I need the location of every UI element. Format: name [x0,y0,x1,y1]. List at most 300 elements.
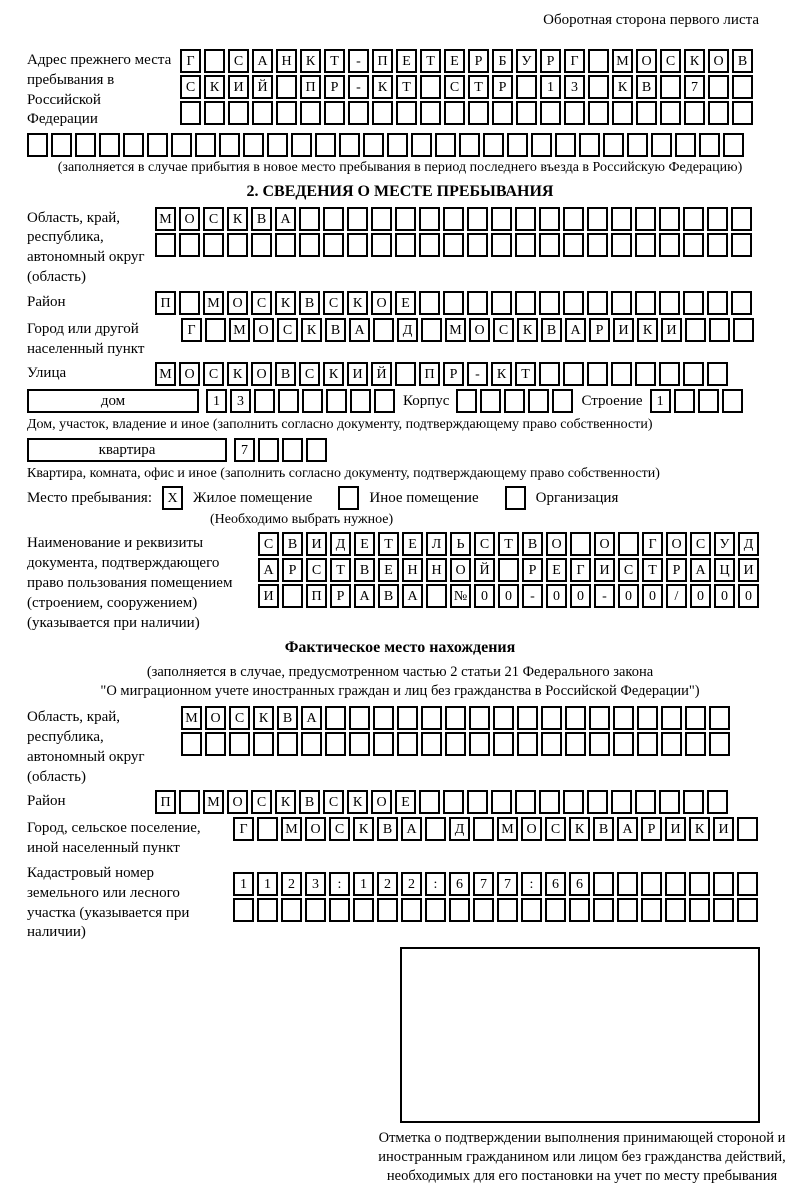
char-cell[interactable]: И [665,817,686,841]
char-cell[interactable]: 1 [257,872,278,896]
char-cell[interactable] [179,233,200,257]
char-cell[interactable]: К [301,318,322,342]
char-cell[interactable] [395,362,416,386]
char-cell[interactable] [665,898,686,922]
char-cell[interactable] [467,233,488,257]
char-cell[interactable] [449,898,470,922]
char-cell[interactable] [733,318,754,342]
char-cell[interactable] [565,732,586,756]
char-cell[interactable]: Р [324,75,345,99]
char-cell[interactable] [545,898,566,922]
char-cell[interactable]: Е [354,532,375,556]
char-cell[interactable] [323,233,344,257]
char-cell[interactable] [395,233,416,257]
char-cell[interactable]: И [347,362,368,386]
char-cell[interactable]: С [618,558,639,582]
char-cell[interactable] [203,233,224,257]
char-cell[interactable]: О [521,817,542,841]
char-cell[interactable] [689,898,710,922]
char-cell[interactable]: О [636,49,657,73]
char-cell[interactable]: Р [666,558,687,582]
char-cell[interactable] [497,898,518,922]
char-cell[interactable]: 1 [650,389,671,413]
char-cell[interactable] [372,101,393,125]
char-cell[interactable]: Й [252,75,273,99]
char-cell[interactable] [685,706,706,730]
char-cell[interactable]: С [229,706,250,730]
char-cell[interactable]: И [594,558,615,582]
char-cell[interactable] [722,389,743,413]
char-cell[interactable] [627,133,648,157]
char-cell[interactable]: Т [642,558,663,582]
char-cell[interactable]: Е [444,49,465,73]
char-cell[interactable] [205,732,226,756]
char-cell[interactable]: М [181,706,202,730]
char-cell[interactable]: А [349,318,370,342]
char-cell[interactable] [426,584,447,608]
char-cell[interactable]: В [636,75,657,99]
char-cell[interactable]: И [258,584,279,608]
char-cell[interactable]: Й [371,362,392,386]
char-cell[interactable] [421,318,442,342]
char-cell[interactable] [611,233,632,257]
char-cell[interactable] [707,207,728,231]
char-cell[interactable]: Р [589,318,610,342]
char-cell[interactable] [469,706,490,730]
char-cell[interactable] [659,291,680,315]
char-cell[interactable]: А [690,558,711,582]
char-cell[interactable] [563,291,584,315]
char-cell[interactable]: Д [449,817,470,841]
char-cell[interactable] [540,101,561,125]
char-cell[interactable] [635,362,656,386]
char-cell[interactable] [395,207,416,231]
char-cell[interactable]: Д [738,532,759,556]
char-cell[interactable] [275,233,296,257]
char-cell[interactable] [515,207,536,231]
char-cell[interactable]: 0 [642,584,663,608]
char-cell[interactable] [282,438,303,462]
char-cell[interactable]: П [300,75,321,99]
char-cell[interactable] [347,233,368,257]
char-cell[interactable] [588,101,609,125]
char-cell[interactable] [349,706,370,730]
char-cell[interactable]: С [277,318,298,342]
char-cell[interactable]: 7 [684,75,705,99]
char-cell[interactable] [587,790,608,814]
char-cell[interactable]: Г [570,558,591,582]
char-cell[interactable] [565,706,586,730]
char-cell[interactable]: О [305,817,326,841]
char-cell[interactable] [473,898,494,922]
char-cell[interactable]: - [348,75,369,99]
char-cell[interactable]: М [155,207,176,231]
char-cell[interactable] [707,291,728,315]
char-cell[interactable] [689,872,710,896]
char-cell[interactable]: О [179,362,200,386]
char-cell[interactable]: У [516,49,537,73]
char-cell[interactable] [348,101,369,125]
char-cell[interactable] [515,291,536,315]
char-cell[interactable]: Е [378,558,399,582]
char-cell[interactable] [179,291,200,315]
char-cell[interactable] [325,706,346,730]
char-cell[interactable]: К [227,207,248,231]
char-cell[interactable]: Т [515,362,536,386]
char-cell[interactable]: М [497,817,518,841]
char-cell[interactable]: И [661,318,682,342]
char-cell[interactable]: 3 [305,872,326,896]
char-cell[interactable] [443,233,464,257]
char-cell[interactable]: О [371,291,392,315]
char-cell[interactable]: О [450,558,471,582]
stay-type-checkbox-other-premises[interactable] [338,486,359,510]
char-cell[interactable] [445,732,466,756]
char-cell[interactable]: № [450,584,471,608]
char-cell[interactable] [204,101,225,125]
char-cell[interactable]: Т [498,532,519,556]
char-cell[interactable] [698,389,719,413]
char-cell[interactable] [473,817,494,841]
char-cell[interactable]: К [323,362,344,386]
char-cell[interactable]: 2 [281,872,302,896]
char-cell[interactable]: 3 [564,75,585,99]
char-cell[interactable]: С [203,362,224,386]
char-cell[interactable] [397,706,418,730]
char-cell[interactable]: Г [233,817,254,841]
char-cell[interactable] [445,706,466,730]
char-cell[interactable]: К [569,817,590,841]
char-cell[interactable]: В [299,291,320,315]
char-cell[interactable] [229,732,250,756]
char-cell[interactable]: Н [426,558,447,582]
char-cell[interactable] [660,101,681,125]
char-cell[interactable] [252,101,273,125]
char-cell[interactable]: А [401,817,422,841]
char-cell[interactable] [443,207,464,231]
char-cell[interactable] [516,75,537,99]
char-cell[interactable] [419,233,440,257]
char-cell[interactable] [661,706,682,730]
char-cell[interactable] [732,75,753,99]
char-cell[interactable] [737,898,758,922]
char-cell[interactable] [570,532,591,556]
char-cell[interactable] [180,101,201,125]
char-cell[interactable] [588,75,609,99]
char-cell[interactable] [302,389,323,413]
char-cell[interactable]: Т [420,49,441,73]
char-cell[interactable] [371,207,392,231]
char-cell[interactable]: 6 [569,872,590,896]
char-cell[interactable] [563,233,584,257]
char-cell[interactable]: : [521,872,542,896]
char-cell[interactable] [397,732,418,756]
char-cell[interactable] [665,872,686,896]
char-cell[interactable] [491,291,512,315]
char-cell[interactable] [326,389,347,413]
char-cell[interactable] [491,233,512,257]
char-cell[interactable]: 0 [498,584,519,608]
char-cell[interactable] [251,233,272,257]
char-cell[interactable] [589,732,610,756]
char-cell[interactable]: 0 [618,584,639,608]
char-cell[interactable] [291,133,312,157]
char-cell[interactable]: К [684,49,705,73]
char-cell[interactable] [637,732,658,756]
char-cell[interactable] [737,872,758,896]
char-cell[interactable] [635,233,656,257]
char-cell[interactable]: С [251,790,272,814]
char-cell[interactable]: С [299,362,320,386]
char-cell[interactable] [516,101,537,125]
char-cell[interactable] [498,558,519,582]
char-cell[interactable]: 6 [545,872,566,896]
char-cell[interactable]: Р [282,558,303,582]
char-cell[interactable] [635,291,656,315]
char-cell[interactable] [563,207,584,231]
char-cell[interactable]: 6 [449,872,470,896]
char-cell[interactable]: 3 [230,389,251,413]
char-cell[interactable]: 1 [233,872,254,896]
char-cell[interactable]: Ц [714,558,735,582]
char-cell[interactable] [425,898,446,922]
char-cell[interactable] [587,233,608,257]
char-cell[interactable] [603,133,624,157]
char-cell[interactable]: В [277,706,298,730]
char-cell[interactable]: А [402,584,423,608]
char-cell[interactable] [315,133,336,157]
char-cell[interactable] [444,101,465,125]
char-cell[interactable]: П [155,291,176,315]
char-cell[interactable] [278,389,299,413]
char-cell[interactable] [467,291,488,315]
char-cell[interactable]: 2 [377,872,398,896]
char-cell[interactable]: 7 [473,872,494,896]
char-cell[interactable] [611,362,632,386]
char-cell[interactable] [507,133,528,157]
char-cell[interactable] [521,898,542,922]
char-cell[interactable] [377,898,398,922]
char-cell[interactable]: А [354,584,375,608]
char-cell[interactable]: С [251,291,272,315]
char-cell[interactable]: С [329,817,350,841]
char-cell[interactable]: : [329,872,350,896]
char-cell[interactable] [563,790,584,814]
char-cell[interactable]: 0 [714,584,735,608]
char-cell[interactable] [305,898,326,922]
char-cell[interactable]: К [253,706,274,730]
char-cell[interactable] [635,790,656,814]
char-cell[interactable] [569,898,590,922]
char-cell[interactable] [683,362,704,386]
char-cell[interactable] [468,101,489,125]
char-cell[interactable] [493,706,514,730]
char-cell[interactable]: К [372,75,393,99]
char-cell[interactable] [204,49,225,73]
char-cell[interactable] [731,207,752,231]
char-cell[interactable]: К [300,49,321,73]
char-cell[interactable] [637,706,658,730]
char-cell[interactable] [617,872,638,896]
char-cell[interactable] [219,133,240,157]
char-cell[interactable] [254,389,275,413]
char-cell[interactable]: О [253,318,274,342]
char-cell[interactable]: А [565,318,586,342]
char-cell[interactable]: М [203,790,224,814]
char-cell[interactable] [539,790,560,814]
stay-type-checkbox-residential[interactable]: X [162,486,183,510]
char-cell[interactable] [371,233,392,257]
char-cell[interactable] [713,898,734,922]
char-cell[interactable]: С [258,532,279,556]
char-cell[interactable] [709,706,730,730]
char-cell[interactable] [641,898,662,922]
char-cell[interactable] [539,233,560,257]
char-cell[interactable] [51,133,72,157]
char-cell[interactable] [709,318,730,342]
char-cell[interactable] [618,532,639,556]
char-cell[interactable] [425,817,446,841]
char-cell[interactable] [480,389,501,413]
char-cell[interactable] [683,291,704,315]
char-cell[interactable]: К [275,790,296,814]
char-cell[interactable] [541,706,562,730]
char-cell[interactable]: 1 [540,75,561,99]
char-cell[interactable]: Й [474,558,495,582]
char-cell[interactable] [659,233,680,257]
char-cell[interactable] [587,362,608,386]
char-cell[interactable] [419,790,440,814]
char-cell[interactable] [708,101,729,125]
char-cell[interactable] [708,75,729,99]
char-cell[interactable] [492,101,513,125]
char-cell[interactable] [350,389,371,413]
char-cell[interactable]: С [474,532,495,556]
char-cell[interactable]: С [493,318,514,342]
char-cell[interactable]: 0 [738,584,759,608]
char-cell[interactable] [420,101,441,125]
char-cell[interactable] [685,732,706,756]
char-cell[interactable] [435,133,456,157]
char-cell[interactable] [459,133,480,157]
char-cell[interactable] [613,732,634,756]
char-cell[interactable]: И [228,75,249,99]
char-cell[interactable] [593,872,614,896]
char-cell[interactable]: В [377,817,398,841]
char-cell[interactable] [396,101,417,125]
char-cell[interactable]: Н [402,558,423,582]
char-cell[interactable]: С [323,790,344,814]
char-cell[interactable] [420,75,441,99]
char-cell[interactable] [707,790,728,814]
char-cell[interactable] [659,207,680,231]
char-cell[interactable] [419,207,440,231]
char-cell[interactable] [707,362,728,386]
char-cell[interactable]: Р [443,362,464,386]
char-cell[interactable]: Е [546,558,567,582]
char-cell[interactable]: И [306,532,327,556]
char-cell[interactable] [723,133,744,157]
char-cell[interactable] [467,207,488,231]
char-cell[interactable] [421,706,442,730]
char-cell[interactable]: О [708,49,729,73]
char-cell[interactable]: П [306,584,327,608]
char-cell[interactable] [683,207,704,231]
char-cell[interactable]: А [617,817,638,841]
char-cell[interactable]: О [205,706,226,730]
char-cell[interactable] [517,732,538,756]
char-cell[interactable]: О [546,532,567,556]
char-cell[interactable]: О [179,207,200,231]
char-cell[interactable]: К [689,817,710,841]
char-cell[interactable] [253,732,274,756]
char-cell[interactable] [539,207,560,231]
char-cell[interactable]: Н [276,49,297,73]
char-cell[interactable] [281,898,302,922]
char-cell[interactable]: 0 [474,584,495,608]
char-cell[interactable]: 0 [690,584,711,608]
char-cell[interactable] [611,207,632,231]
char-cell[interactable]: Т [468,75,489,99]
char-cell[interactable]: С [228,49,249,73]
char-cell[interactable] [276,75,297,99]
char-cell[interactable] [515,233,536,257]
char-cell[interactable]: : [425,872,446,896]
stay-type-checkbox-organization[interactable] [505,486,526,510]
char-cell[interactable] [277,732,298,756]
char-cell[interactable] [323,207,344,231]
char-cell[interactable] [363,133,384,157]
char-cell[interactable]: 2 [401,872,422,896]
char-cell[interactable] [611,291,632,315]
char-cell[interactable] [325,732,346,756]
char-cell[interactable] [257,898,278,922]
char-cell[interactable] [528,389,549,413]
char-cell[interactable] [456,389,477,413]
char-cell[interactable] [641,872,662,896]
char-cell[interactable]: К [204,75,225,99]
char-cell[interactable] [491,790,512,814]
char-cell[interactable]: К [227,362,248,386]
char-cell[interactable] [228,101,249,125]
char-cell[interactable] [387,133,408,157]
char-cell[interactable] [299,233,320,257]
char-cell[interactable]: С [444,75,465,99]
char-cell[interactable]: Р [330,584,351,608]
char-cell[interactable] [611,790,632,814]
char-cell[interactable] [617,898,638,922]
char-cell[interactable]: В [282,532,303,556]
char-cell[interactable] [339,133,360,157]
char-cell[interactable] [515,790,536,814]
char-cell[interactable]: В [275,362,296,386]
char-cell[interactable] [555,133,576,157]
char-cell[interactable]: О [227,291,248,315]
char-cell[interactable]: Б [492,49,513,73]
char-cell[interactable]: О [469,318,490,342]
char-cell[interactable] [329,898,350,922]
char-cell[interactable]: К [517,318,538,342]
char-cell[interactable]: А [258,558,279,582]
char-cell[interactable] [374,389,395,413]
char-cell[interactable]: М [612,49,633,73]
char-cell[interactable] [612,101,633,125]
char-cell[interactable]: А [252,49,273,73]
char-cell[interactable] [301,732,322,756]
char-cell[interactable] [299,207,320,231]
char-cell[interactable]: Е [395,790,416,814]
char-cell[interactable] [243,133,264,157]
